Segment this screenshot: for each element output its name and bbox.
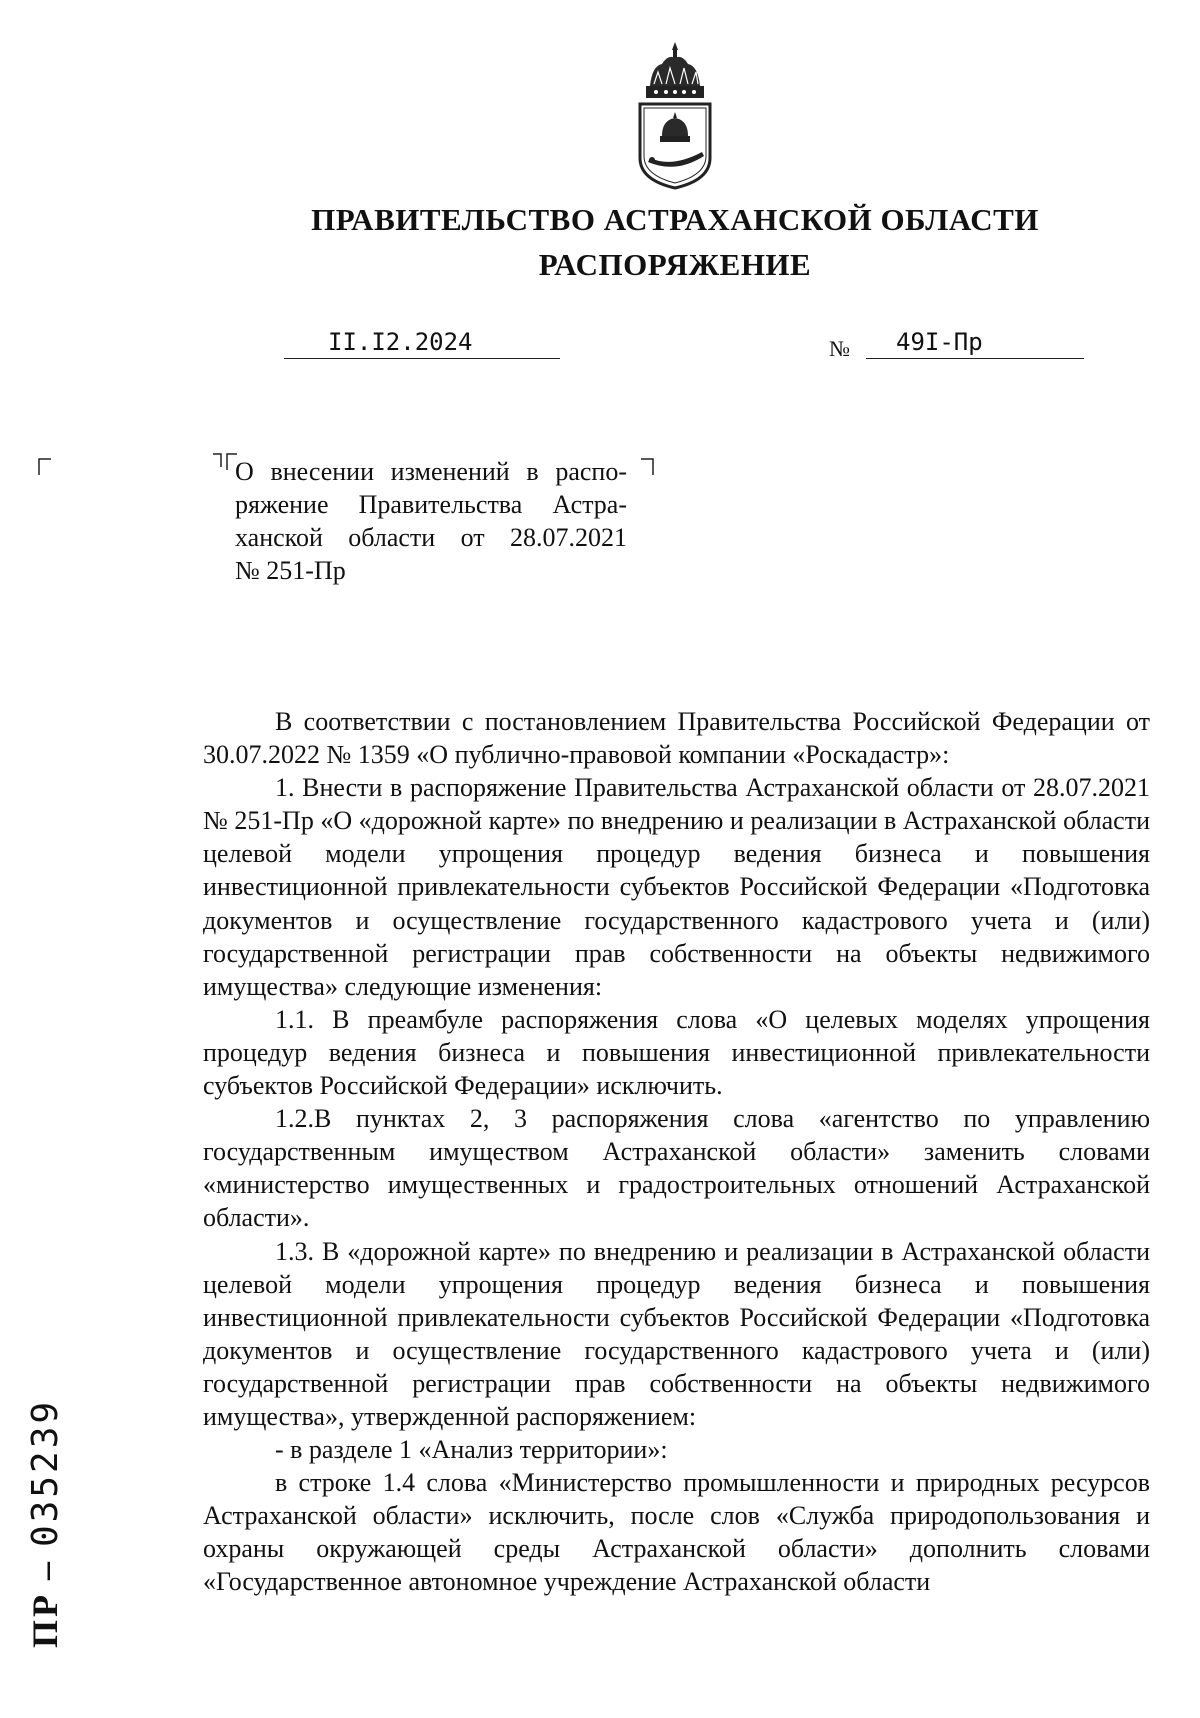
number-sign: № <box>829 336 850 361</box>
body-paragraph: - в разделе 1 «Анализ территории»: <box>275 1435 668 1465</box>
corner-mark-left <box>38 458 52 476</box>
subject-line: № 251-Пр <box>235 556 346 585</box>
corner-mark-subject-close <box>640 458 654 476</box>
subject-line: О внесении изменений в распо- <box>235 457 627 486</box>
body-paragraph: 1.1. В преамбуле распоряжения слова «О целевых моделях упрощения процедур ведения бизнеса и повышения инвестиционной привлекательности субъектов Российской Федерации» исключить. <box>203 1004 1150 1101</box>
astrakhan-coat-of-arms-icon <box>632 40 718 190</box>
body-paragraph: в строке 1.4 слова «Министерство промышленности и природных ресурсов Астраханской области» исключить, после слов «Служба природопользования и охраны окружающей среды Астраханской области» дополнить словами «Государственное автономное учреждение Астраханской области <box>203 1468 1150 1597</box>
document-type: РАСПОРЯЖЕНИЕ <box>538 247 812 282</box>
body-paragraph: 1.3. В «дорожной карте» по внедрению и реализации в Астраханской области целевой модели упрощения процедур ведения бизнеса и повышения инвестиционной привлекательности субъектов Российской Федерации «Подготовка документов и осуществление государственного кадастрового учета и (или) государственной регистрации прав собственности на объекты недвижимого имущества», утвержденной распоряжением: <box>203 1236 1150 1431</box>
document-number: 49I-Пр <box>866 326 1084 359</box>
body-paragraph: 1. Внести в распоряжение Правительства Астраханской области от 28.07.2021 № 251-Пр «О «дорожной карте» по внедрению и реализации в Астраханской области целевой модели упрощения процедур ведения бизнеса и повышения инвестиционной привлекательности субъектов Российской Федерации «Подготовка документов и осуществление государственного кадастрового учета и (или) государственной регистрации прав собственности на объекты недвижимого имущества» следующие изменения: <box>203 773 1150 1001</box>
document-body <box>203 705 1150 1599</box>
stamp-serial: 035239 <box>25 1398 66 1547</box>
body-paragraph: 1.2.В пунктах 2, 3 распоряжения слова «агентство по управлению государственным имуществом Астраханской области» заменить словами «министерство имущественных и градостроительных отношений Астраханской области». <box>203 1104 1150 1233</box>
subject-line: ханской области от 28.07.2021 <box>235 523 627 552</box>
document-date: II.I2.2024 <box>284 326 560 359</box>
serial-stamp <box>24 1399 66 1648</box>
body-paragraph: В соответствии с постановлением Правительства Российской Федерации от 30.07.2022 № 1359 «О публично-правовой компании «Роскадастр»: <box>203 707 1150 770</box>
subject-line: ряжение Правительства Астра- <box>235 490 627 519</box>
organization-title: ПРАВИТЕЛЬСТВО АСТРАХАНСКОЙ ОБЛАСТИ <box>311 202 1039 237</box>
document-subject <box>235 455 627 587</box>
stamp-prefix: ПР – <box>25 1559 65 1648</box>
